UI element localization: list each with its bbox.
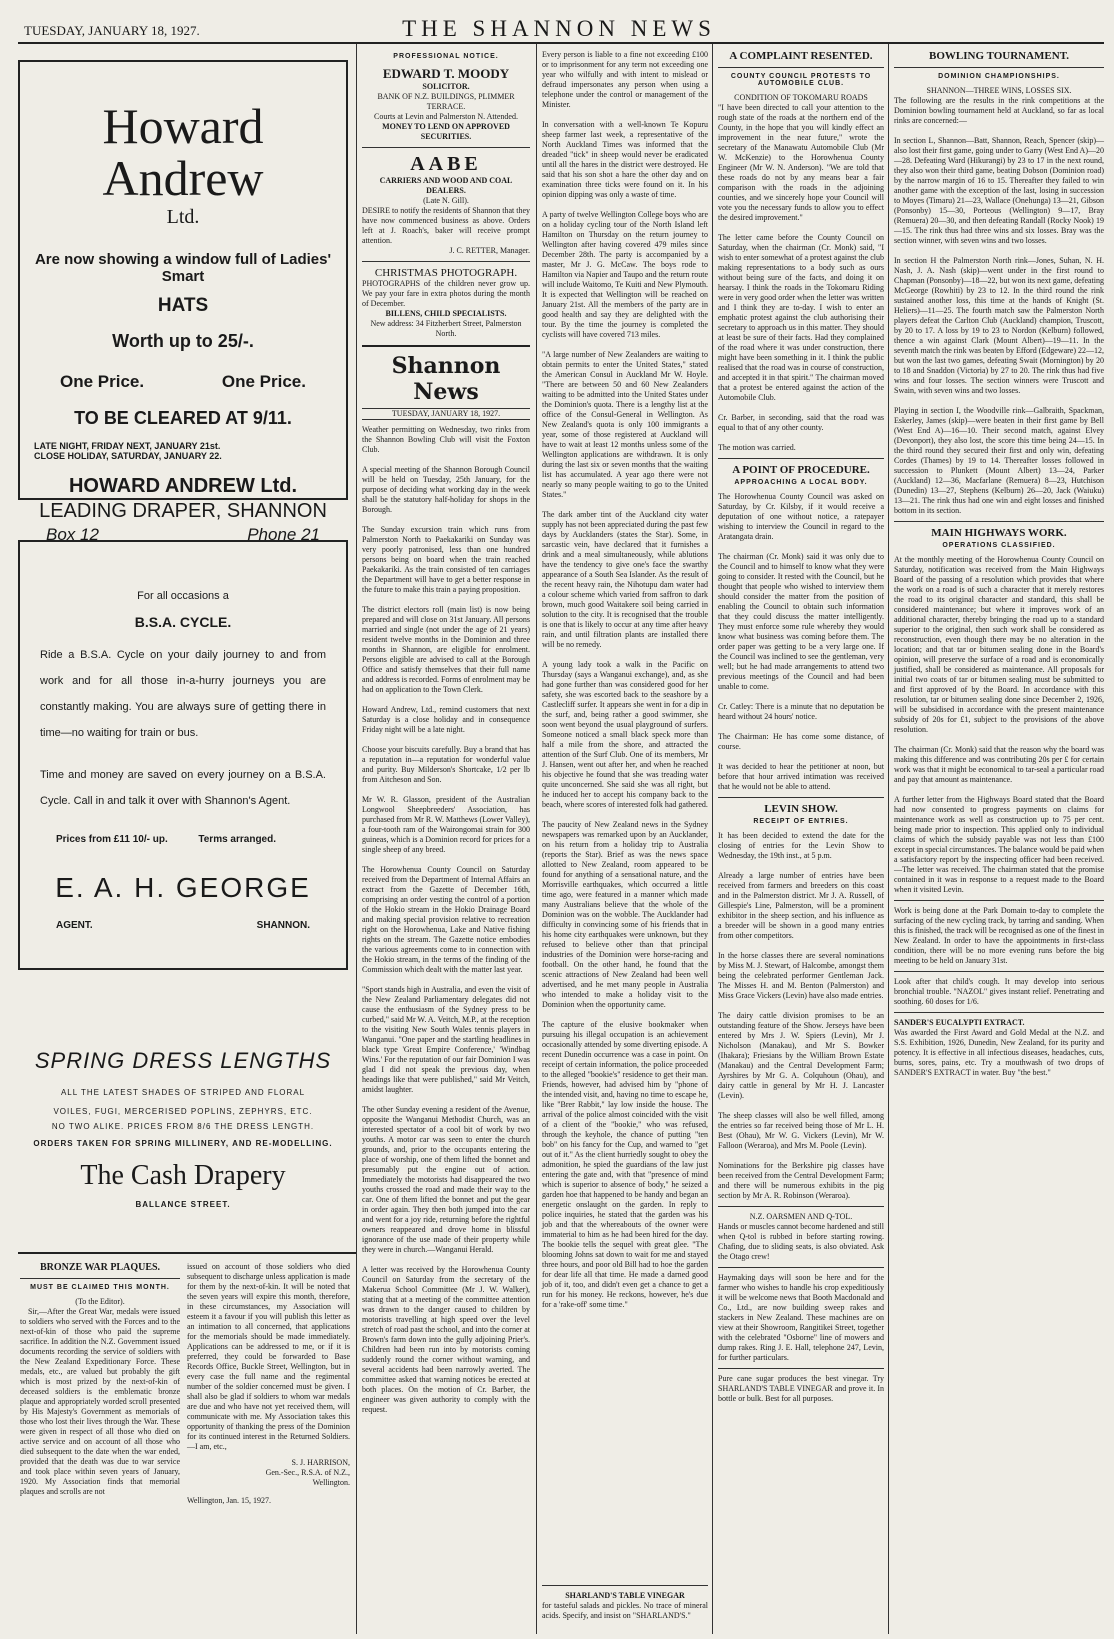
rule (894, 67, 1104, 68)
bowling-sub: DOMINION CHAMPIONSHIPS. (938, 73, 1060, 80)
bsa-para1: Ride a B.S.A. Cycle on your daily journey to and from work and for all those in-a-hurry journeys you are constantly making. You are always sure of getting there in time—no waiting for train or bus. (40, 649, 326, 739)
bsa-cycle-ad (18, 540, 348, 970)
bronze-to-editor: (To the Editor). (75, 1297, 125, 1306)
bronze-text-a: Sir,—After the Great War, medals were issued to soldiers who served with the Forces and to the next-of-kin of those who paid the supreme sacrifice. In addition the N.Z. Government issued documents recording the service of soldiers with the New Zealand Expeditionary Force. These medals, etc., are valued but probably the gift which is most prized by the next-of-kin of deceased soldiers is the emblematic bronze plaque and appropriately worded scroll presented by His Majesty's Government as memorials of those who lost their lives through the War. These were given in respect of all those who died on active service and on account of all those who died subsequent to the date when the war ended, provided that the death was due to war service and took place within seven years of January, 1920. My Association finds that memorial plaques and scrolls are not (20, 1307, 180, 1496)
bsa-intro: For all occasions a (137, 590, 229, 602)
spring-title: SPRING DRESS LENGTHS (34, 1048, 332, 1073)
howard-firm: HOWARD ANDREW Ltd. (68, 475, 298, 497)
rule (362, 147, 530, 148)
masthead-rule (18, 42, 1104, 44)
column-rule (888, 44, 889, 1634)
bronze-signer-title: Gen.-Sec., R.S.A. of N.Z., (265, 1468, 350, 1477)
aabe-late: (Late N. Gill). (423, 196, 469, 205)
spring-line4: ORDERS TAKEN FOR SPRING MILLINERY, AND RE-MODELLING. (33, 1139, 333, 1148)
sander-text: Was awarded the First Award and Gold Medal at the N.Z. and S.S. Exhibition, 1926, Dunedin, New Zealand, for its purity and potency. It is effective in all infectious diseases, headaches, cuts, burns, sores, pains, etc. Try a mouthwash of two drops of SANDER'S EXTRACT in water. Buy "the best." (894, 1028, 1104, 1077)
column-3 (542, 50, 708, 1632)
bsa-prices: Prices from £11 10/- up. (56, 834, 168, 845)
levin-text: It has been decided to extend the date for the closing of entries for the Levin Show to Wednesday, the 19th inst., at 5 p.m. Already a large number of entries have been received from farmers and breeders on this coast and in the Palmerston district. Mr J. A. Russell, of Gillespie's Line, Palmerston, will be a prominent exhibitor in the sheep section, and his influence as a breeder will be shown in a good many entries from other competitors. In the horse classes there are several nominations by Miss M. J. Stewart, of Halcombe, amongst them being the celebrated performer Gentleman Jack. The Misses H. and M. Benton (Palmerston) and Miss Grace Vickers (Levin) have also made entries. The dairy cattle division promises to be an outstanding feature of the Show. Jerseys have been entered by Mrs J. W. Spiers (Levin), Mr J. Nicholson (Manakau), and Mr S. Bowker (Ihakara); Friesians by the William Brown Estate (Manakau) and the Central Development Farm; Ayrshires by Mr G. A. Colquhoun (Ohau), and dairy cattle in general by Mr H. J. Lancaster (Levin). The sheep classes will also be well filled, among the entries so far received being those of Mr L. H. Best (Ohau), Mr W. G. Vickers (Levin), Mr W. Falloon (Weraroa), and Mrs M. Poole (Levin). Nominations for the Berkshire pig classes have been received from the Central Development Farm; and there will be numerous exhibits in the pig section by Mr A. R. Robinson (Weraroa). (718, 831, 884, 1200)
aabe-sub: CARRIERS AND WOOD AND COAL DEALERS. (379, 176, 513, 195)
howard-box: Box 12 (46, 525, 99, 544)
complaint-headline: A COMPLAINT RESENTED. (729, 50, 873, 62)
xmas-title: CHRISTMAS PHOTOGRAPH. (374, 267, 518, 279)
professional-notice: PROFESSIONAL NOTICE. (393, 53, 499, 60)
bsa-terms: Terms arranged. (198, 834, 276, 845)
moody-money: MONEY TO LEND ON APPROVED SECURITIES. (382, 122, 510, 141)
paper-nameplate: Shannon News (391, 353, 501, 405)
nazol-text: Look after that child's cough. It may develop into serious bronchial trouble. "NAZOL" gives instant relief. Penetrating and soothing. 60 doses for 1/6. (894, 977, 1104, 1006)
rule (20, 1278, 180, 1279)
haymaking-text: Haymaking days will soon be here and for the farmer who wishes to handle his crop expeditiously it will be welcome news that Booth Macdonald and Co., Ltd., are now building sweep rakes and stackers in New Zealand. These machines are on view at their Showroom, Rangitikei Street, together with the celebrated "Osborne" line of mowers and dump rakes. Ring J. E. Hall, telephone 247, Levin, for further particulars. (718, 1273, 884, 1362)
bowling-sub2: SHANNON—THREE WINS, LOSSES SIX. (926, 86, 1072, 95)
col2-news: Weather permitting on Wednesday, two rinks from the Shannon Bowling Club will visit the Foxton Club. A special meeting of the Shannon Borough Council will be held on Tuesday, 25th January, for the purpose of deciding what working day in the week shall be the statutory half-holiday for shops in the Borough. The Sunday excursion train which runs from Palmerston North to Paekakariki on Sunday was very poorly patronised, less than one hundred persons being on board when the train reached Paekakariki. As the train consisted of ten carriages the Department will have to get a better response in the future to make this train a paying proposition. The district electors roll (main list) is now being prepared and will close on 31st January. All persons married and single (not under the age of 21 years) resident twelve months in the Dominion and three months in Shannon, are eligible for enrolment. Persons eligible are advised to call at the Borough Office and satisfy themselves that their full name and address is recorded. Forms of enrolment may be had on application to the Town Clerk. Howard Andrew, Ltd., remind customers that next Saturday is a close holiday and in consequence Friday night will be a late night. Choose your biscuits carefully. Buy a brand that has a reputation in—a reputation for wonderful value and purity. Buy Milderson's Shortcake, 1/2 per lb from Aitcheson and Son. Mr W. R. Glasson, president of the Australian Longwool Sheepbreeders' Association, has purchased from Mr R. W. Matthews (Lower Valley), a four-tooth ram of the Wairongomai strain for 300 guineas, which is a Dominion record for prices for a single sheep of any breed. The Horowhenua County Council on Saturday received from the Department of Internal Affairs an extract from the Gazette of December 16th, comprising an order vesting the control of a portion of the Hokio stream in the Hokio Drainage Board and making special provision relative to recreation right on the Horowhenua, Lake and Native fishing rights on the stream. The Gazette notice embodies the various agreements come to in connection with the Hokio stream, in the terms of the finding of the Commission which dealt with the matter last year. "Sport stands high in Australia, and even the visit of the New Zealand Parliamentary delegates did not cause the enthusiasm of the Sydney press to be curbed," said Mr W. A. Veitch, M.P., at the reception to the visiting New South Wales tennis players in Wanganui. "One paper and the startling headlines in black type 'Great Empire Conference,' 'Windbag Wins.' For the reputation of our fair Dominion I was glad I did not speak the previous day, when headings like that were published," said Mr Veitch, amidst laughter. The other Sunday evening a resident of the Avenue, opposite the Wanganui Methodist Church, was an interested spectator of a cool bit of work by two youths. A motor car was seen to enter the church grounds, and, prior to the occupants entering the place of worship, one of them lifted the bonnet and presumably put the engine out of action. Immediately the motorists had disappeared the two youths crossed the road and made their way to the car. One of them lifted the bonnet and put the gear in order again. They then both jumped into the car and went for a joy ride, returning before the rightful owners reappeared and drove home in blissful ignorance of the use made of their property while they were in church.—Wanganui Herald. A letter was received by the Horowhenua County Council on Saturday from the secretary of the Makerua School Committee (Mr J. W. Walker), stating that at a meeting of the committee attention was drawn to the danger caused to children by motorists travelling at high speed over the level stretch of road past the school, and into the corner at Brown's farm down into the gully adjoining Prier's. Children had been run into by motorists coming suddenly round the corner without warning, and several accidents had been narrowly averted. The committee asked that warning notices be erected at both places. On the motion of Cr. Barber, the engineer was given authority to comply with the request. (362, 425, 530, 1414)
complaint-sub: COUNTY COUNCIL PROTESTS TO AUTOMOBILE CLUB. (730, 73, 872, 87)
highways-headline: MAIN HIGHWAYS WORK. (931, 527, 1067, 539)
bronze-signer-place: Wellington. (312, 1478, 350, 1487)
vinegar-text: Pure cane sugar produces the best vinegar. Try SHARLAND'S TABLE VINEGAR and prove it. In bottle or bulk. Best for all purposes. (718, 1374, 884, 1403)
park-text: Work is being done at the Park Domain to-day to complete the surfacing of the new cycling track, by tarring and sanding. When this is finished, the track will be recognised as one of the finest in New Zealand. In order to have the appointments in first-class condition, there will be no more evening runs before the big meeting to be held on January 31st. (894, 906, 1104, 965)
rule (894, 1012, 1104, 1013)
column-5 (894, 50, 1104, 1632)
bronze-plaques-left (20, 1262, 180, 1632)
howard-close-holiday: CLOSE HOLIDAY, SATURDAY, JANUARY 22. (34, 451, 222, 461)
bsa-agent-row (40, 920, 326, 940)
complaint-text: "I have been directed to call your attention to the rough state of the roads at the northern end of the County, in the hope that you will kindly effect an improvement in the near future," wrote the secretary of the Manawatu Automobile Club (Mr W. McKenzie) to the Horowhenua County Engineer (Mr W. N. Anderson). "We are told that these roads do not by any means bear a fair comparison with the roads in the adjoining counties, and we sincerely hope your Council will vote you the necessary funds to allow you to effect the desired improvement." The letter came before the County Council on Saturday, when the chairman (Cr. Monk) said, "I wish to enter somewhat of a protest against the club making representations to a body such as ours without being sure of the facts, and doing it on hearsay. I think the roads in the Tokomaru Riding were in very good order when the letter was written and I think they are to-day. I wish to enter an emphatic protest against the club authorising their secretary to approach us in this matter. They should at least be sure of their facts. Had they complained of the road where it was under construction, there might have been something in it. I think the public realised that the road was in course of construction, and accepted it in that spirit." The chairman moved that a protest be entered against the action of the Automobile Club. Cr. Barber, in seconding, said that the road was equal to that of any other county. The motion was carried. (718, 103, 884, 452)
howard-cleared: TO BE CLEARED AT 9/11. (74, 408, 292, 428)
howard-phone: Phone 21 (247, 525, 320, 544)
howard-worth: Worth up to 25/-. (112, 331, 254, 351)
column-rule (356, 44, 357, 1634)
bronze-signer: S. J. HARRISON, (291, 1458, 350, 1467)
spring-line2: VOILES, FUGI, MERCERISED POPLINS, ZEPHYRS, ETC. (53, 1107, 313, 1116)
moody-bank: BANK OF N.Z. BUILDINGS, PLIMMER TERRACE. (377, 92, 515, 111)
bronze-headline: BRONZE WAR PLAQUES. (39, 1262, 161, 1273)
cash-drapery-street: BALLANCE STREET. (135, 1200, 231, 1209)
procedure-sub: APPROACHING A LOCAL BODY. (734, 479, 868, 486)
bronze-text-b: issued on account of those soldiers who died subsequent to discharge unless application is made for them by the next-of-kin. It will be noted that the seven years will expire this month, therefore, in these circumstances, my Association will esteem it a favour if you will publish this letter as an intimation to all concerned, that applications for the memorials should be made immediately. Applications can be addressed to me, or if it is preferred, they could be forwarded to Base Records Office, Buckle Street, Wellington, but in every case the full name and the regimental number of the soldier concerned must be given. I shall also be glad if soldiers to whom war medals are due and who have not yet received them, will communicate with me. My Association takes this opportunity of thanking the press of the Dominion for its continued interest in the Returned Soldiers.—I am, etc., (187, 1262, 350, 1451)
howard-draper: LEADING DRAPER, SHANNON (39, 500, 327, 522)
bsa-para2: Time and money are saved on every journey on a B.S.A. Cycle. Call in and talk it over with Shannon's Agent. (40, 769, 326, 807)
xmas-text: PHOTOGRAPHS of the children never grow up. We pay your fare in extra photos during the month of December. (362, 279, 530, 308)
aabe-title: AABE (410, 153, 482, 175)
rule (718, 797, 884, 798)
levin-sub: RECEIPT OF ENTRIES. (753, 818, 849, 825)
xmas-addr: New address: 34 Fitzherbert Street, Palmerston North. (370, 319, 522, 338)
rule (894, 900, 1104, 901)
bsa-agent-name: E. A. H. GEORGE (55, 872, 311, 903)
column-rule (712, 44, 713, 1634)
column-4 (718, 50, 884, 1632)
howard-late-night: LATE NIGHT, FRIDAY NEXT, JANUARY 21st. (34, 441, 221, 451)
column-rule (536, 44, 537, 1634)
bsa-cycle: B.S.A. CYCLE. (134, 614, 232, 630)
one-price-right: One Price. (221, 372, 306, 391)
column-2 (362, 50, 530, 1632)
howard-line1: Are now showing a window full of Ladies' Smart (34, 251, 332, 285)
newspaper-title: THE SHANNON NEWS (402, 16, 716, 41)
moody-courts: Courts at Levin and Palmerston N. Attended. (374, 112, 518, 121)
cash-drapery: The Cash Drapery (80, 1160, 286, 1191)
howard-one-price-row (20, 366, 346, 396)
rule (718, 67, 884, 68)
moody-title: SOLICITOR. (422, 82, 470, 91)
levin-headline: LEVIN SHOW. (764, 803, 838, 815)
bronze-dateline: Wellington, Jan. 15, 1927. (187, 1496, 272, 1505)
complaint-sub2: CONDITION OF TOKOMARU ROADS (734, 93, 868, 102)
highways-text: At the monthly meeting of the Horowhenua County Council on Saturday, notification was received from the Main Highways Board of the passing of a resolution which provides that where the work on a road is of such a character that it merely restores the road to its original character and standard, this shall be considered maintenance; but where it improves work of an additional character, thereby bringing the road up to a standard superior to the original, then such work shall be considered as reconstruction, even though there may be no alteration in the location; and that tar or bitumen sealing done in the Board's opinion, will preserve the surface of a road and is economically justified, shall be considered as maintenance. All proposals for initial two coats of tar or bitumen sealing must be submitted to and first approved of by the Board. In accordance with this resolution, tar or bitumen sealing done since December 2, 1926, will be subsidised in accordance with the present maintenance subsidy of 20s for £1, subject to the provisions of the above resolution. The chairman (Cr. Monk) said that the reason why the board was making this difference and was contributing 20s per £ for certain work was that it might be economical to tar-seal a particular road and pay that amount as maintenance. A further letter from the Highways Board stated that the Board had now consented to progress payments on claims for maintenance work as well as construction up to 75 per cent. being made prior to inspection. This applied only to individual claims of which the subsidy payable was not less than £100 except in special circumstances. The balance would be paid when a satisfactory report by the inspecting officer had been received.—The letter was received. The chairman stated that the promise contained in it was in response to a request made to the Board when it visited Levin. (894, 555, 1104, 894)
rule (718, 1368, 884, 1369)
bsa-agent: AGENT. (56, 920, 93, 931)
masthead (14, 14, 1104, 42)
rule (718, 1267, 884, 1268)
rule (362, 261, 530, 262)
howard-andrew-name: Howard Andrew (102, 98, 264, 206)
procedure-headline: A POINT OF PROCEDURE. (732, 464, 870, 476)
spring-dress-ad (18, 1048, 348, 1248)
rule (718, 458, 884, 459)
sharland-text: for tasteful salads and pickles. No trace of mineral acids. Specify, and insist on "SHARLAND'S." (542, 1601, 708, 1620)
aabe-sign: J. C. RETTER, Manager. (449, 246, 530, 255)
bowling-headline: BOWLING TOURNAMENT. (929, 50, 1069, 62)
oarsmen-headline: N.Z. OARSMEN AND Q-TOL. (749, 1212, 853, 1221)
rule (542, 1585, 708, 1586)
bronze-sub: MUST BE CLAIMED THIS MONTH. (30, 1284, 170, 1291)
procedure-text: The Horowhenua County Council was asked on Saturday, by Cr. Kilsby, if it would receive a deputation of one without notice, a ratepayer wishing to interview the Council in regard to the Aratangata drain. The chairman (Cr. Monk) said it was only due to the Council and to himself to know what they were going to consider. It rested with the Council, but he thought that people who wished to interview them should consider the matter from the position of enabling the Council to obtain such information that they could discuss the matter intelligently. They must enforce some rule whereby they would know what business was coming before them. The order paper was getting to be a very large one. If the Council was inclined to see the gentleman, very well; but he had made arrangements to attend two previous meetings of the Council and had been unable to come. Cr. Catley: There is a minute that no deputation be heard without 24 hours' notice. The Chairman: He has come some distance, of course. It was decided to hear the petitioner at noon, but before that hour arrived intimation was received that he would not be able to attend. (718, 492, 884, 791)
rule (894, 971, 1104, 972)
rule (718, 1206, 884, 1207)
one-price-left: One Price. (60, 372, 145, 391)
paper-date: TUESDAY, JANUARY 18, 1927. (362, 408, 530, 420)
rule (362, 345, 530, 347)
sharland-title: SHARLAND'S TABLE VINEGAR (565, 1591, 685, 1600)
howard-andrew-ltd: Ltd. (166, 206, 200, 228)
bsa-prices-row (40, 834, 326, 854)
bsa-town: SHANNON. (256, 920, 310, 931)
xmas-firm: BILLENS, CHILD SPECIALISTS. (385, 309, 507, 318)
col3-news: Every person is liable to a fine not exceeding £100 or to imprisonment for any term not exceeding one year who wilfully and with intent to mislead or defraud impersonates any person when using a telephone under the control or management of the Minister. In conversation with a well-known Te Kopuru sheep farmer last week, a representative of the North Auckland Times was informed that the dreaded "tick" in sheep would never be eradicated until all the hares in the district were destroyed. He said that his son shot a hare the other day and on examination three ticks were found on it. In his opinion dipping was only a waste of time. A party of twelve Wellington College boys who are on a holiday cycling tour of the North Island left Hamilton on Thursday on the return journey to Wellington after having covered 479 miles since December 28th. The party is accompanied by a master, Mr J. G. McCaw. The boys rode to Hamilton via Napier and Taupo and the return route will include Waitomo, Te Kuiti and New Plymouth. It is expected that Wellington will be reached on January 21st. All the members of the party are in good health and say they are delighted with the tour. By the time the journey is completed the cyclists will have covered 713 miles. "A large number of New Zealanders are waiting to obtain permits to enter the United States," stated the American Consul in Auckland Mr W. Hoyle. "There are between 50 and 60 New Zealanders waiting to be admitted into the United States under the Dominion's quota. There is a lengthy list at the office of the Consul-General in Wellington. As New Zealand's quota is only 100 immigrants a year, some of those registered at Auckland will have to wait at least 12 months unless some of the Wellington applications are withdrawn. It is only during the last six or seven months that the waiting list has accumulated. A year ago there were not nearly so many people waiting to go to the United States." The dark amber tint of the Auckland city water supply has not been appreciated during the past few days by Aucklanders (states the Star). Some, in sarcastic vein, have declared that it furnishes a drink and a meal simultaneously, while ablutions have the tendency to give one's face the swarthy appearance of a South Sea Islander. As the result of the recent heavy rain, the Nihotupu dam water had a colour scheme which varied from saffron to dark brown, much good Waitakere soil being carried in solution to the city. It is recognised that the trouble is one that is likely to occur at any time after heavy rain, and until filtration plants are installed there will be no remedy. A young lady took a walk in the Pacific on Thursday (says a Wanganui exchange), and, as she had gone further than was considered good for her safety, she was escorted back to the seashore by a Castlecliff surfer. It appears she went in for a dip in the surf, and, being rather a good swimmer, she soon went beyond the usual playground of surfers. Someone noticed a small black speck more than half a mile from the shore, and attracted the attention of the Surf Club. One of its members, Mr J. Hansen, went out after her, and when he reached his objective he found that she was treading water quite unconcerned. She said she was all right, but he induced her to accept his company back to the beach, where scores of interested folk had gathered. The paucity of New Zealand news in the Sydney newspapers was remarked upon by an Aucklander, on his return from a holiday trip to Australia (reports the Star). Brief as was the news space allotted to New Zealand, room appeared to be found for anything of a sensational nature, and the Morrisville earthquakes, which occurred a little time ago, were featured in a manner which made many Australians believe that the whole of the Dominion was on the wobble. The Aucklander had difficulty in convincing some of his friends that in his home city earthquakes were unknown, but they refused to believe other than that principal industries of the Dominion were horse-racing and football. On the other hand, he found that the scenic attractions of New Zealand had been well advertised, and he met many people in Australia who intended to make a holiday visit to the Dominion when the opportunity came. The capture of the elusive bookmaker when pursuing his illegal occupation is an achievement occasionally attended by some diverting episode. A recent Dunedin occurrence was a case in point. On receipt of certain information, the police proceeded to the alleged "bookie's" residence to get their man. Friends, however, had advised him by "phone of the intended visit, and, having no time to escape he, like "Brer Rabbit," lay low inside the house. The arrival of the police almost coincided with the visit of a client of the "bookie," who was refused, through the keyhole, the chance of putting "ten bob" on his fancy for the Cup, and warned to "get out of it." As the client hurriedly sought to obey the admonition, he spied the guardians of the law just entering the gate and, with that "presence of mind which is superior to absence of body," he seized a garden hoe that happened to be handy and began an energetic onslaught on the garden. In reply to police inquiries, he stated that the garden was his job and that the whereabouts of the owner were immaterial to him as he had been hired for the day. The bookie tells the sequel with great glee. "The blooming Johns sat down to wait for me and stayed three hours, and poor old Bill had to hoe the garden for dear life all that time. He made a darned good job of it, too, and didn't even get a chance to get a run for his money. He reckons, however, he's due for a 'rake-off' some time." (542, 50, 708, 1309)
spring-line3: NO TWO ALIKE. PRICES FROM 8/6 THE DRESS LENGTH. (51, 1122, 315, 1131)
issue-date: TUESDAY, JANUARY 18, 1927. (24, 23, 200, 38)
bronze-plaques-right (187, 1262, 350, 1632)
moody-name: EDWARD T. MOODY (382, 66, 510, 81)
bowling-text: The following are the results in the rink competitions at the Dominion bowling tournament held at Auckland, so far as local rinks are concerned:— In section L, Shannon—Batt, Shannon, Reach, Spencer (skip)—also lost their first game, going under to Garry (West End A)—20—28. Defeating Ward (Hikurangi) by 23 to 17 in the next round, they also won their third game, beating Dobson (Dominion road) by the narrow margin of 16 to 15. Thereafter they failed to win another game with the exception of the last, losing in succession to Moyes (Timaru) 21—23, Wallace (Onehunga) 13—21, Gibson (Ponsonby) 15—30, Porteous (Wellington) 9—17, Bray (Remuera) 20—30, and then defeating Randall (Rocky Nook) 19—15. The rink thus had three wins and six losses. Bray was the section winner, with seven wins and two losses. In section H the Palmerston North rink—Jones, Suhan, N. H. Nash, J. A. Nash (skip)—went under in the first round to Chapman (Ponsonby)—18—22, but won its next game, defeating McGeorge (Rowhiti) by 23 to 12. In the third round the rink sustained another loss, this time at the hands of Knight (St. Heliers)—11—25. The fourth match saw the Palmerston North players defeat the Carlton Club (Auckland) champion, Truscott, by 20 to 17. A loss by 19 to 23 to Nordon (Kelburn) followed, thence a win against Clark (Mount Albert)—19—11. In the seventh match the rink was beaten by Efford (Edgeware) 22—12, but won the last two games, defeating Swait (Mornington) by 20 to 18 and Snaddon (Victoria) by 27 to 20. The rink thus had five wins and four losses. The section winners were Truscott and Swain, with seven wins and two losses. Playing in section I, the Woodville rink—Galbraith, Spackman, Eskerley, James (skip)—were beaten in their first game by Bell (West End A)—16—10. Their second match, against Elvey (Devonport), they also lost, the score this time being 24—15. In the third round they secured their first and only win, defeating Cordes (Thames) by 19 to 14. Thereafter losses followed in succession to Plunkett (Mount Albert) 13—24, Parker (Auckland) 12—36, Macfarlane (Remuera) 8—23, Hutchison (Dunedin) 13—27, Stephens (Kelburn) 26—20, Jack (Waiuku) 13—21. The rink thus had one win and eight losses and finished bottom in its section. (894, 96, 1105, 515)
oarsmen-text: Hands or muscles cannot become hardened and still when Q-tol is rubbed in before starting rowing. Chafing, due to sliding seats, is also obviated. Ask the Otago crew! (718, 1222, 884, 1261)
sander-headline: SANDER'S EUCALYPTI EXTRACT. (894, 1018, 1025, 1027)
howard-andrew-ad (18, 60, 348, 544)
spring-ad-rule (18, 1252, 356, 1254)
rule (894, 521, 1104, 522)
highways-sub: OPERATIONS CLASSIFIED. (942, 542, 1056, 549)
spring-line1: ALL THE LATEST SHADES OF STRIPED AND FLORAL (60, 1088, 306, 1097)
howard-hats: HATS (157, 295, 209, 316)
aabe-text: DESIRE to notify the residents of Shannon that they have now commenced business as above. Orders left at J. Roach's, baker will receive prompt attention. (362, 206, 530, 245)
